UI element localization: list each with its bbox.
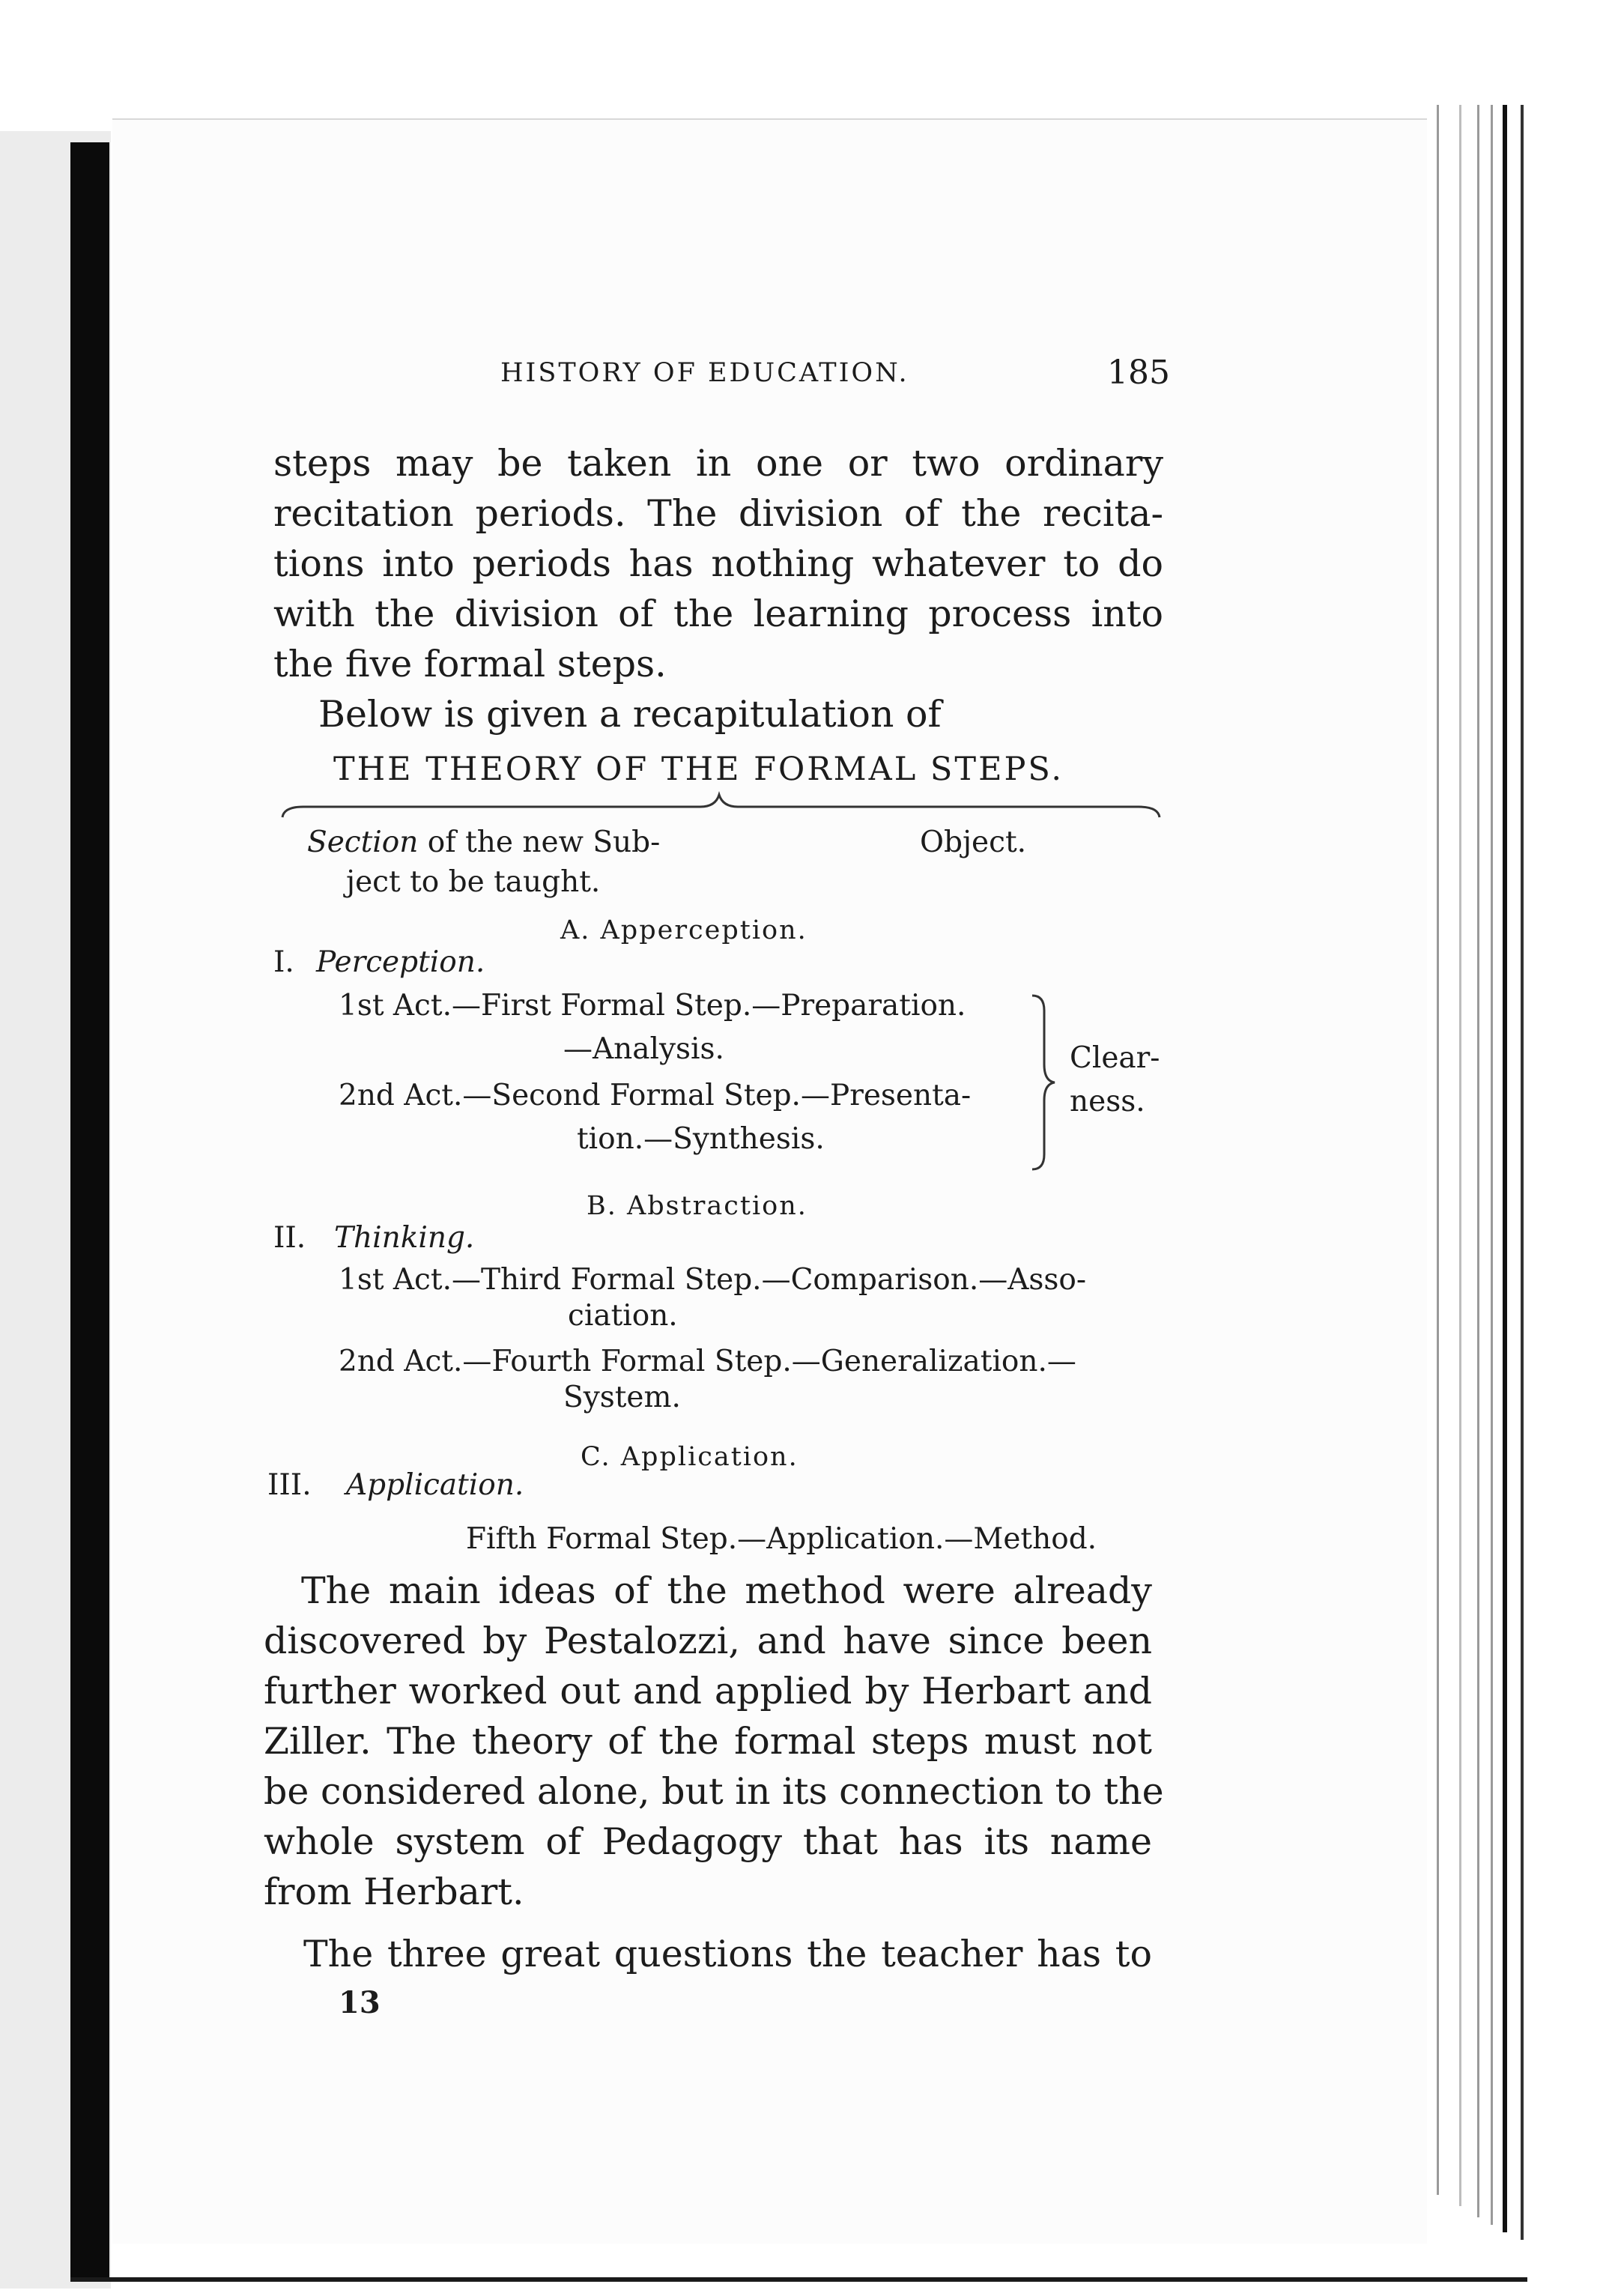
book-page: [112, 118, 1427, 2244]
paragraph-line: recitation periods. The division of the recita-: [273, 492, 1163, 535]
column-heading-section: Section of the new Sub-: [307, 826, 661, 859]
act-line: tion.—Synthesis.: [577, 1122, 825, 1156]
paragraph-line: The main ideas of the method were already: [301, 1569, 1152, 1612]
object-clearness: Clear-: [1070, 1041, 1160, 1075]
stage-thinking: Thinking.: [334, 1221, 475, 1255]
page-edge: [1437, 105, 1439, 2195]
numeral-i: I.: [273, 945, 294, 979]
paragraph-line: be considered alone, but in its connection to the: [264, 1770, 1164, 1813]
column-heading-section-cont: ject to be taught.: [346, 865, 601, 899]
paragraph-line: The three great questions the teacher has to: [303, 1933, 1152, 1975]
table-title: THE THEORY OF THE FORMAL STEPS.: [333, 751, 1064, 788]
page-edge: [1491, 105, 1493, 2225]
paragraph-line: steps may be taken in one or two ordinary: [273, 442, 1163, 485]
scan-binding-edge: [70, 142, 109, 2281]
act-line: 2nd Act.—Second Formal Step.—Presenta-: [339, 1079, 972, 1112]
paragraph-line: the five formal steps.: [273, 643, 667, 685]
page-edge: [1503, 105, 1507, 2232]
intro-line: Below is given a recapitulation of: [318, 693, 942, 736]
scan-bottom-edge: [70, 2277, 1527, 2282]
object-clearness-cont: ness.: [1070, 1085, 1145, 1118]
paragraph-line: tions into periods has nothing whatever to do: [273, 542, 1163, 585]
page-edge: [1459, 105, 1461, 2206]
section-heading-a: A. Apperception.: [560, 915, 807, 945]
section-heading-c: C. Application.: [581, 1442, 799, 1472]
numeral-iii: III.: [267, 1468, 312, 1502]
paragraph-line: Ziller. The theory of the formal steps must not: [264, 1720, 1152, 1763]
act-line: Fifth Formal Step.—Application.—Method.: [466, 1522, 1097, 1556]
running-header: HISTORY OF EDUCATION.: [500, 358, 909, 388]
section-heading-b: B. Abstraction.: [587, 1191, 807, 1221]
act-line: System.: [563, 1381, 681, 1414]
paragraph-line: whole system of Pedagogy that has its name: [264, 1820, 1152, 1863]
signature-mark: 13: [339, 1985, 381, 2020]
paragraph-line: further worked out and applied by Herbart and: [264, 1670, 1152, 1712]
act-line: ciation.: [568, 1299, 678, 1333]
column-heading-object: Object.: [920, 826, 1027, 859]
paragraph-line: from Herbart.: [264, 1871, 524, 1913]
act-line: 2nd Act.—Fourth Formal Step.—Generalization.—: [339, 1345, 1076, 1378]
act-line: —Analysis.: [563, 1032, 724, 1066]
title-brace: [281, 790, 1161, 820]
page-number: 185: [1107, 354, 1170, 392]
act-line: 1st Act.—First Formal Step.—Preparation.: [339, 989, 966, 1023]
page-edge: [1477, 105, 1479, 2217]
stage-perception: Perception.: [316, 945, 485, 979]
act-line: 1st Act.—Third Formal Step.—Comparison.—Asso-: [339, 1263, 1087, 1297]
paragraph-line: discovered by Pestalozzi, and have since been: [264, 1620, 1152, 1662]
numeral-ii: II.: [273, 1221, 306, 1255]
clearness-brace: [1026, 993, 1064, 1172]
paragraph-line: with the division of the learning process into: [273, 593, 1163, 635]
page-edge: [1521, 105, 1524, 2240]
stage-application: Application.: [346, 1468, 524, 1502]
